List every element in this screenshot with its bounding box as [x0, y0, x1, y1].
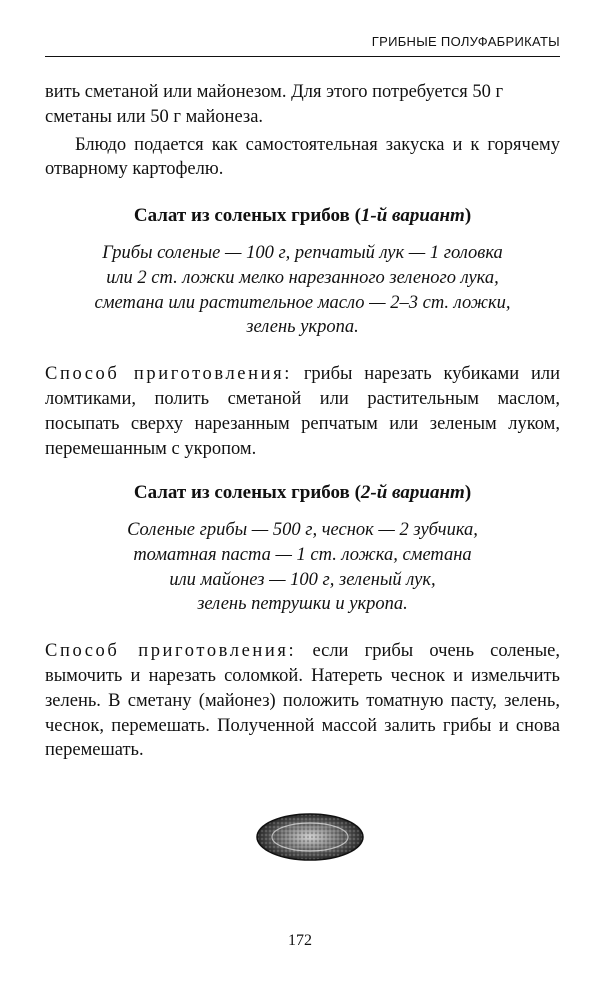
intro-line-2: сметаны или 50 г майонеза. [45, 106, 264, 127]
intro-block [45, 80, 560, 182]
recipe-title-main: Салат из соленых грибов ( [133, 205, 361, 226]
header-rule [45, 56, 560, 57]
ingredient-line: томатная паста — 1 ст. ложка, сметана [133, 544, 472, 565]
recipe-1 [45, 205, 560, 461]
recipe-title-variant: 2-й вариант [360, 482, 465, 503]
ingredient-line: Грибы соленые — 100 г, репчатый лук — 1 головка [102, 243, 503, 263]
method-text: если грибы очень соленые, вымочить и нарезать соломкой. Натереть чеснок и измельчить зелень. В сметану (майонез) положить томатную пасту, зелень, чеснок, перемешать. Полученной массой залить грибы и снова перемешать. [45, 641, 560, 761]
recipe-2 [45, 482, 560, 763]
running-header: ГРИБНЫЕ ПОЛУФАБРИКАТЫ [371, 34, 560, 49]
recipe-title-variant: 1-й вариант [360, 205, 465, 226]
recipe-title-close: ) [464, 482, 472, 503]
method-label: Способ приготовления: [45, 641, 297, 662]
page-number: 172 [288, 932, 312, 949]
method-paragraph [45, 639, 560, 763]
serving-paragraph: Блюдо подается как самостоятельная закуска и к горячему отварному картофелю. [45, 134, 560, 180]
ingredient-line: или майонез — 100 г, зеленый лук, [169, 569, 436, 590]
recipe-title-close: ) [464, 205, 472, 226]
method-text: грибы нарезать кубиками или ломтиками, полить сметаной или растительным маслом, посыпать сверху нарезанным репчатым или зеленым луком, перемешанным с укропом. [45, 364, 561, 459]
ingredient-line: зелень укропа. [246, 317, 359, 338]
ingredient-line: или 2 ст. ложки мелко нарезанного зеленого лука, [106, 267, 499, 288]
method-label: Способ приготовления: [45, 364, 292, 385]
ingredient-line: зелень петрушки и укропа. [197, 594, 408, 615]
oval-ornament-icon [255, 812, 365, 862]
method-paragraph [45, 362, 560, 461]
ingredient-line: Соленые грибы — 500 г, чеснок — 2 зубчика, [127, 520, 478, 540]
ingredient-line: сметана или растительное масло — 2–3 ст. ложки, [94, 292, 511, 313]
recipe-title [45, 205, 560, 227]
recipe-title [45, 482, 560, 504]
intro-line-1: вить сметаной или майонезом. Для этого потребуется 50 г [45, 82, 504, 102]
ingredients-list [45, 241, 560, 340]
ingredients-list [45, 518, 560, 617]
recipe-title-main: Салат из соленых грибов ( [133, 482, 361, 503]
